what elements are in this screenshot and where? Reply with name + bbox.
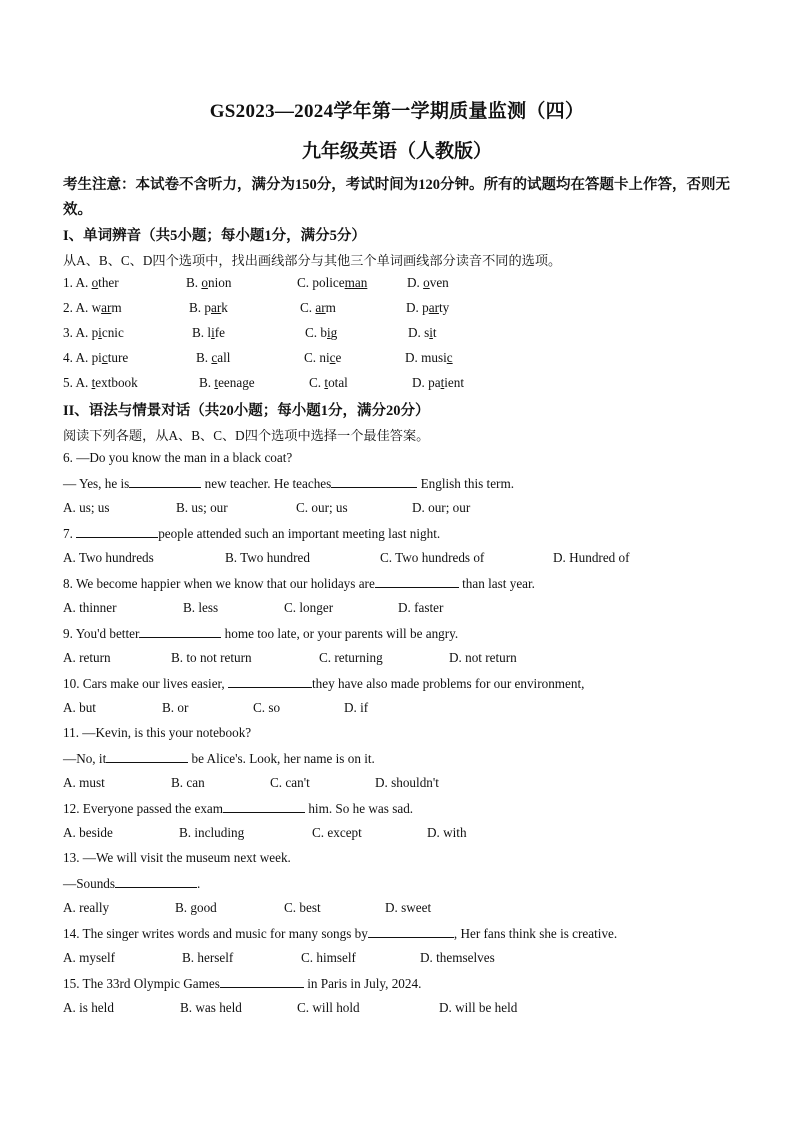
- option-C: C. longer: [284, 600, 334, 615]
- underlined-sound: man: [344, 275, 368, 290]
- underlined-sound: ar: [101, 300, 112, 315]
- question-15-stem: 15. The 33rd Olympic Games in Paris in July, 2024.: [63, 976, 422, 991]
- section1-heading: I、单词辨音（共5小题；每小题1分，满分5分）: [63, 228, 366, 244]
- phonics-option: D. party: [406, 300, 450, 315]
- phonics-option: 3. A. picnic: [63, 325, 124, 340]
- exam-subtitle: 九年级英语（人教版）: [301, 141, 492, 162]
- option-C: C. will hold: [297, 1000, 360, 1015]
- question-7-stem: 7. people attended such an important meeting last night.: [63, 526, 441, 541]
- answer-blank: [139, 625, 221, 638]
- answer-blank: [76, 525, 158, 538]
- option-A: A. Two hundreds: [63, 550, 154, 565]
- phonics-option: C. arm: [300, 300, 336, 315]
- phonics-option: D. oven: [407, 275, 449, 290]
- option-D: D. not return: [449, 650, 517, 665]
- option-C: C. Two hundreds of: [380, 550, 485, 565]
- answer-blank: [220, 975, 304, 988]
- underlined-sound: ar: [210, 300, 222, 315]
- underlined-sound: o: [91, 275, 99, 290]
- underlined-sound: t: [324, 375, 329, 390]
- option-C: C. returning: [319, 650, 383, 665]
- underlined-sound: t: [91, 375, 96, 390]
- option-B: B. less: [183, 600, 219, 615]
- option-B: B. including: [179, 825, 245, 840]
- option-B: B. was held: [180, 1000, 242, 1015]
- underlined-sound: c: [446, 350, 453, 365]
- answer-blank: [223, 800, 305, 813]
- option-B: B. Two hundred: [225, 550, 310, 565]
- phonics-option: B. life: [192, 325, 225, 340]
- option-D: D. shouldn't: [375, 775, 439, 790]
- underlined-sound: i: [429, 325, 433, 340]
- phonics-option: B. onion: [186, 275, 232, 290]
- candidate-notice: 考生注意：本试卷不含听力，满分为150分，考试时间为120分钟。所有的试题均在答题卡上作答，否则无效。: [63, 177, 730, 218]
- option-D: D. themselves: [420, 950, 495, 965]
- answer-blank: [115, 875, 197, 888]
- underlined-sound: o: [201, 275, 208, 290]
- phonics-option: D. patient: [412, 375, 465, 390]
- answer-blank: [129, 475, 201, 488]
- question-13-line: —Sounds .: [63, 876, 201, 891]
- option-D: D. faster: [398, 600, 444, 615]
- option-A: A. must: [63, 775, 105, 790]
- section1-instruction: 从A、B、C、D四个选项中，找出画线部分与其他三个单词画线部分读音不同的选项。: [63, 253, 562, 268]
- section2-instruction: 阅读下列各题，从A、B、C、D四个选项中选择一个最佳答案。: [63, 428, 430, 443]
- option-B: B. us; our: [176, 500, 228, 515]
- underlined-sound: t: [440, 375, 445, 390]
- option-A: A. but: [63, 700, 96, 715]
- phonics-option: C. nice: [304, 350, 342, 365]
- underlined-sound: i: [211, 325, 215, 340]
- phonics-option: C. total: [309, 375, 348, 390]
- phonics-option: C. policeman: [297, 275, 368, 290]
- phonics-option: B. teenage: [199, 375, 255, 390]
- underlined-sound: ar: [428, 300, 439, 315]
- option-C: C. can't: [270, 775, 310, 790]
- question-9-stem: 9. You'd better home too late, or your parents will be angry.: [63, 626, 459, 641]
- phonics-option: 4. A. picture: [63, 350, 129, 365]
- question-13-stem: 13. —We will visit the museum next week.: [63, 850, 291, 865]
- underlined-sound: c: [101, 350, 108, 365]
- option-D: D. sweet: [385, 900, 432, 915]
- underlined-sound: i: [326, 325, 331, 340]
- option-A: A. us; us: [63, 500, 110, 515]
- question-11-stem: 11. —Kevin, is this your notebook?: [63, 725, 252, 740]
- option-A: A. return: [63, 650, 111, 665]
- phonics-option: 1. A. other: [63, 275, 119, 290]
- option-B: B. or: [162, 700, 189, 715]
- option-B: B. to not return: [171, 650, 252, 665]
- question-8-stem: 8. We become happier when we know that our holidays are than last year.: [63, 576, 535, 591]
- answer-blank: [106, 750, 188, 763]
- option-A: A. myself: [63, 950, 116, 965]
- option-C: C. our; us: [296, 500, 348, 515]
- phonics-option: D. music: [405, 350, 453, 365]
- option-C: C. best: [284, 900, 321, 915]
- underlined-sound: c: [329, 350, 336, 365]
- phonics-option: 5. A. textbook: [63, 375, 138, 390]
- question-6-line: — Yes, he is new teacher. He teaches English this term.: [63, 476, 515, 491]
- option-A: A. is held: [63, 1000, 114, 1015]
- option-C: C. so: [253, 700, 281, 715]
- option-B: B. can: [171, 775, 205, 790]
- option-D: D. if: [344, 700, 369, 715]
- option-C: C. except: [312, 825, 362, 840]
- question-10-stem: 10. Cars make our lives easier, they have also made problems for our environment,: [63, 676, 585, 691]
- option-A: A. beside: [63, 825, 113, 840]
- question-12-stem: 12. Everyone passed the exam him. So he was sad.: [63, 801, 414, 816]
- option-D: D. our; our: [412, 500, 471, 515]
- phonics-option: D. sit: [408, 325, 437, 340]
- exam-title: GS2023—2024学年第一学期质量监测（四）: [209, 101, 585, 122]
- question-6-stem: 6. —Do you know the man in a black coat?: [63, 450, 293, 465]
- answer-blank: [368, 925, 454, 938]
- answer-blank: [228, 675, 312, 688]
- option-A: A. thinner: [63, 600, 117, 615]
- option-B: B. herself: [182, 950, 234, 965]
- underlined-sound: c: [211, 350, 218, 365]
- underlined-sound: i: [98, 325, 102, 340]
- answer-blank: [375, 575, 459, 588]
- phonics-option: 2. A. warm: [63, 300, 122, 315]
- option-D: D. Hundred of: [553, 550, 630, 565]
- phonics-option: B. park: [189, 300, 228, 315]
- question-11-line: —No, it be Alice's. Look, her name is on it.: [63, 751, 375, 766]
- section2-heading: II、语法与情景对话（共20小题；每小题1分，满分20分）: [63, 403, 430, 419]
- option-C: C. himself: [301, 950, 356, 965]
- question-14-stem: 14. The singer writes words and music for many songs by , Her fans think she is creative.: [63, 926, 618, 941]
- phonics-option: C. big: [305, 325, 338, 340]
- option-A: A. really: [63, 900, 110, 915]
- answer-blank: [331, 475, 417, 488]
- option-D: D. with: [427, 825, 467, 840]
- phonics-option: B. call: [196, 350, 231, 365]
- underlined-sound: t: [214, 375, 219, 390]
- underlined-sound: ar: [315, 300, 326, 315]
- underlined-sound: o: [423, 275, 430, 290]
- option-D: D. will be held: [439, 1000, 518, 1015]
- option-B: B. good: [175, 900, 217, 915]
